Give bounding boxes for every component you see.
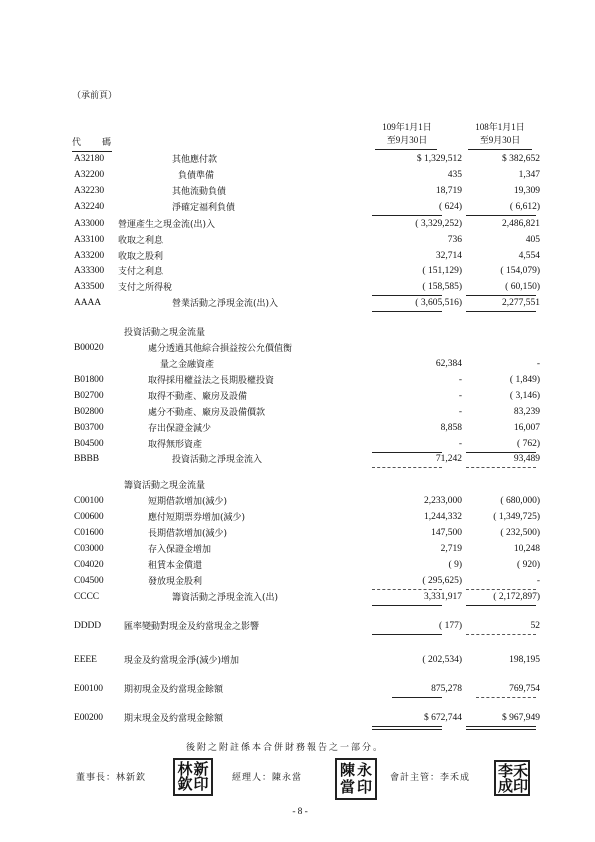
row-value-current: 32,714 [435,251,462,261]
row-value-current: $ 1,329,512 [416,154,462,164]
row-code: A32240 [74,202,105,212]
row-desc: 現金及約當現金淨(減少)增加 [124,656,240,666]
seal-char: 印 [356,778,372,796]
row-code: A32200 [74,170,105,180]
code-header-rule [72,151,112,152]
row-code: C03000 [74,544,104,554]
row-value-current: ( 3,329,252) [415,219,462,229]
row-desc: 長期借款增加(減少) [148,529,228,539]
seal-char: 林 [177,760,193,778]
row-desc: 存出保證金減少 [148,424,212,434]
total-rule [372,467,442,468]
subtotal-rule [372,634,442,635]
row-code: B03700 [74,423,104,433]
row-value-current: 71,242 [435,454,462,464]
row-code: B04500 [74,439,104,449]
col2-header-rule [468,149,532,150]
row-value-current: - [458,407,462,417]
row-desc: 收取之利息 [118,236,164,246]
row-code: AAAA [74,298,102,308]
row-value-prior: ( 680,000) [500,496,540,506]
row-desc: 投資活動之淨現金流入 [172,455,263,465]
row-value-prior: 93,489 [513,454,540,464]
row-desc: 支付之所得稅 [118,283,173,293]
grand-total-rule [372,726,442,730]
row-value-current: 435 [447,170,462,180]
row-value-current: 736 [447,235,462,245]
row-desc: 取得不動產、廠房及設備 [148,392,248,402]
row-desc: 收取之股利 [118,252,164,262]
row-code: B00020 [74,343,104,353]
row-value-current: 8,858 [440,423,462,433]
row-value-prior: ( 1,849) [509,375,540,385]
row-desc: 負債準備 [178,171,215,181]
code-column-header: 代 碼 [72,138,118,148]
row-value-prior: ( 1,349,725) [493,512,540,522]
row-value-prior: 198,195 [509,655,540,665]
row-code: EEEE [74,655,97,665]
row-value-prior: 83,239 [513,407,540,417]
col1-header-line1: 109年1月1日 [382,122,432,132]
row-code: A33300 [74,266,105,276]
accountant-signature-label: 會計主管：李禾成 [390,773,471,783]
row-code: C00600 [74,512,104,522]
row-value-prior: ( 762) [517,439,540,449]
row-value-current: ( 158,585) [422,282,462,292]
row-value-current: ( 295,625) [422,576,462,586]
row-value-prior: ( 3,146) [509,391,540,401]
row-value-prior: 4,554 [518,251,540,261]
subtotal-rule [466,452,536,453]
col2-header-line1: 108年1月1日 [475,122,525,132]
seal-char: 印 [193,775,209,793]
row-desc: 取得採用權益法之長期股權投資 [148,376,275,386]
row-value-current: 1,244,332 [424,512,462,522]
row-value-current: $ 672,744 [424,713,462,723]
subtotal-rule [372,215,442,216]
subtotal-rule [466,215,536,216]
subtotal-rule [466,295,536,296]
subtotal-rule [466,589,536,590]
total-rule [466,467,536,468]
section-heading-investing: 投資活動之現金流量 [124,328,206,338]
subtotal-rule [466,634,536,635]
row-desc: 短期借款增加(減少) [148,497,228,507]
row-value-prior: 405 [525,235,540,245]
row-desc: 存入保證金增加 [148,545,212,555]
row-value-current: 147,500 [431,528,462,538]
subtotal-rule [476,697,536,698]
row-code: BBBB [74,454,99,464]
row-value-current: ( 202,534) [422,655,462,665]
row-value-current: ( 9) [448,560,462,570]
row-desc: 籌資活動之淨現金流入(出) [172,593,279,603]
row-desc: 營運產生之現金流(出)入 [118,220,216,230]
row-value-prior: ( 2,172,897) [493,592,540,602]
col1-header-line2: 至9月30日 [386,135,428,145]
total-rule [372,311,442,312]
row-value-current: 875,278 [431,684,462,694]
row-desc: 租賃本金償還 [148,561,203,571]
row-desc: 營業活動之淨現金流(出)入 [172,299,279,309]
row-value-current: ( 3,605,516) [415,298,462,308]
row-value-current: 2,233,000 [424,496,462,506]
manager-signature-label: 經理人：陳永當 [232,773,303,783]
row-value-prior: ( 920) [517,560,540,570]
row-code: B02700 [74,391,104,401]
row-value-prior: 2,486,821 [502,219,540,229]
row-code: B02800 [74,407,104,417]
seal-char: 成 [498,777,514,795]
row-code: CCCC [74,592,99,602]
row-desc: 發放現金股利 [148,577,203,587]
row-value-current: 62,384 [435,359,462,369]
row-desc: 淨確定福利負債 [172,203,236,213]
seal-char: 禾 [513,762,529,780]
row-code: A33200 [74,251,105,261]
row-value-current: 2,719 [440,544,462,554]
row-value-prior: ( 6,612) [509,202,540,212]
row-code: C04500 [74,576,104,586]
row-code: A32230 [74,186,105,196]
row-desc: 期末現金及約當現金餘額 [124,714,224,724]
seal-char: 新 [193,760,209,778]
row-desc: 應付短期票券增加(減少) [148,513,246,523]
row-value-prior: $ 967,949 [502,713,540,723]
chairman-signature-label: 董事長：林新欽 [76,773,147,783]
row-value-prior: ( 232,500) [500,528,540,538]
chairman-seal [173,758,213,796]
row-value-prior: ( 60,150) [505,282,540,292]
row-desc: 處分透過其他綜合損益按公允價值衡 [148,344,293,354]
total-rule [466,605,536,606]
row-code: DDDD [74,621,102,631]
row-value-prior: ( 154,079) [500,266,540,276]
row-value-prior: 2,277,551 [502,298,540,308]
row-desc: 其他應付款 [172,155,218,165]
row-value-prior: 16,007 [513,423,540,433]
subtotal-rule [372,295,442,296]
row-value-current: ( 624) [439,202,462,212]
row-value-prior: - [536,359,540,369]
row-value-prior: - [536,576,540,586]
page-number: - 8 - [292,807,308,817]
seal-char: 陳 [339,761,355,779]
row-value-current: - [458,439,462,449]
row-code: C00100 [74,496,104,506]
row-value-current: ( 151,129) [422,266,462,276]
row-desc: 期初現金及約當現金餘額 [124,685,224,695]
row-code: B01800 [74,375,104,385]
row-code: E00200 [74,713,103,723]
row-code: E00100 [74,684,103,694]
row-value-prior: 10,248 [513,544,540,554]
seal-char: 印 [513,777,529,795]
row-desc: 匯率變動對現金及約當現金之影響 [124,622,260,632]
seal-char: 當 [339,778,355,796]
row-code: A33000 [74,219,105,229]
row-code: A33100 [74,235,105,245]
grand-total-rule [466,726,536,730]
accountant-seal [494,760,530,796]
col2-header-line2: 至9月30日 [479,135,521,145]
total-rule [466,311,536,312]
row-code: A32180 [74,154,105,164]
manager-seal [335,758,377,800]
row-desc: 支付之利息 [118,267,164,277]
row-code: A33500 [74,282,105,292]
seal-char: 永 [356,761,372,779]
row-desc: 取得無形資產 [148,440,203,450]
row-value-current: 18,719 [435,186,462,196]
row-desc: 其他流動負債 [172,187,227,197]
row-value-prior: 19,309 [513,186,540,196]
row-value-prior: $ 382,652 [502,154,540,164]
row-desc: 處分不動產、廠房及設備價款 [148,408,266,418]
row-value-current: 3,331,917 [424,592,462,602]
row-code: C04020 [74,560,104,570]
row-value-prior: 52 [530,621,540,631]
col1-header-rule [375,149,437,150]
section-heading-financing: 籌資活動之現金流量 [124,481,206,491]
subtotal-rule [392,697,442,698]
row-value-current: ( 177) [439,621,462,631]
footer-note: 後附之附註係本合併財務報告之一部分。 [186,743,385,753]
row-code: C01600 [74,528,104,538]
subtotal-rule [372,452,442,453]
row-value-current: - [458,375,462,385]
seal-char: 李 [498,762,514,780]
row-desc: 量之金融資產 [160,360,215,370]
total-rule [372,605,442,606]
continued-label: （承前頁） [72,91,118,101]
subtotal-rule [372,589,442,590]
row-value-current: - [458,391,462,401]
seal-char: 欽 [177,775,193,793]
row-value-prior: 1,347 [518,170,540,180]
row-value-prior: 769,754 [509,684,540,694]
